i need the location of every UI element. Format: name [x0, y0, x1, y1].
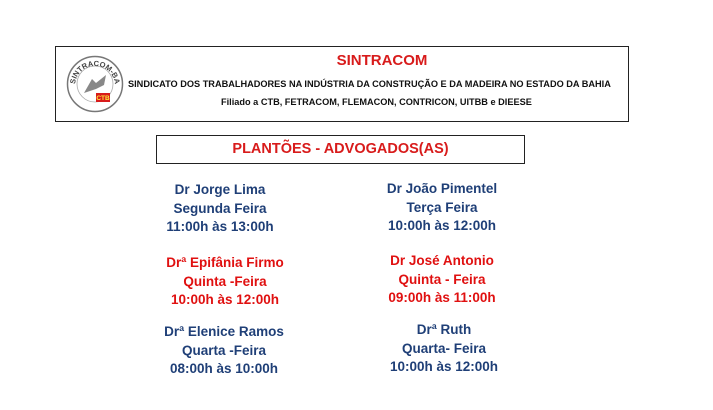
- duty-time: 08:00h às 10:00h: [169, 361, 279, 376]
- page-title: PLANTÕES - ADVOGADOS(AS): [156, 135, 525, 164]
- header-box: [55, 46, 629, 122]
- lawyer-name: Dr Jorge Lima: [174, 182, 266, 197]
- schedule-entry: [377, 180, 507, 236]
- org-full-name: SINDICATO DOS TRABALHADORES NA INDÚSTRIA DA CONSTRUÇÃO E DA MADEIRA NO ESTADO DA BAHIA: [128, 79, 611, 89]
- logo-ring-text: SINTRACOM-BA: [68, 58, 122, 85]
- org-affiliation: Filiado a CTB, FETRACOM, FLEMACON, CONTRICON, UITBB e DIEESE: [221, 97, 532, 107]
- duty-time: 11:00h às 13:00h: [166, 219, 274, 234]
- lawyer-name: Dr João Pimentel: [386, 181, 498, 196]
- duty-day: Quarta- Feira: [401, 340, 487, 356]
- lawyer-name: Drª Ruth: [416, 322, 472, 337]
- schedule-entry: [150, 254, 300, 310]
- duty-time: 09:00h às 11:00h: [388, 290, 496, 305]
- duty-day: Quinta - Feira: [398, 271, 486, 287]
- lawyer-name: Drª Epifânia Firmo: [166, 255, 284, 270]
- duty-time: 10:00h às 12:00h: [389, 359, 499, 374]
- duty-day: Quarta -Feira: [181, 342, 267, 358]
- schedule-entry: [374, 321, 514, 377]
- schedule-entry: [155, 181, 285, 237]
- org-name: SINTRACOM: [336, 52, 428, 69]
- duty-time: 10:00h às 12:00h: [387, 218, 497, 233]
- lawyer-name: Dr José Antonio: [390, 253, 494, 268]
- schedule-entry: [370, 252, 514, 308]
- duty-day: Terça Feira: [406, 199, 478, 215]
- duty-time: 10:00h às 12:00h: [170, 292, 280, 307]
- lawyer-name: Drª Elenice Ramos: [164, 324, 284, 339]
- duty-day: Quinta -Feira: [183, 273, 267, 289]
- schedule-entry: [150, 323, 298, 379]
- logo-badge-text: CTB: [96, 95, 110, 102]
- duty-day: Segunda Feira: [173, 200, 267, 216]
